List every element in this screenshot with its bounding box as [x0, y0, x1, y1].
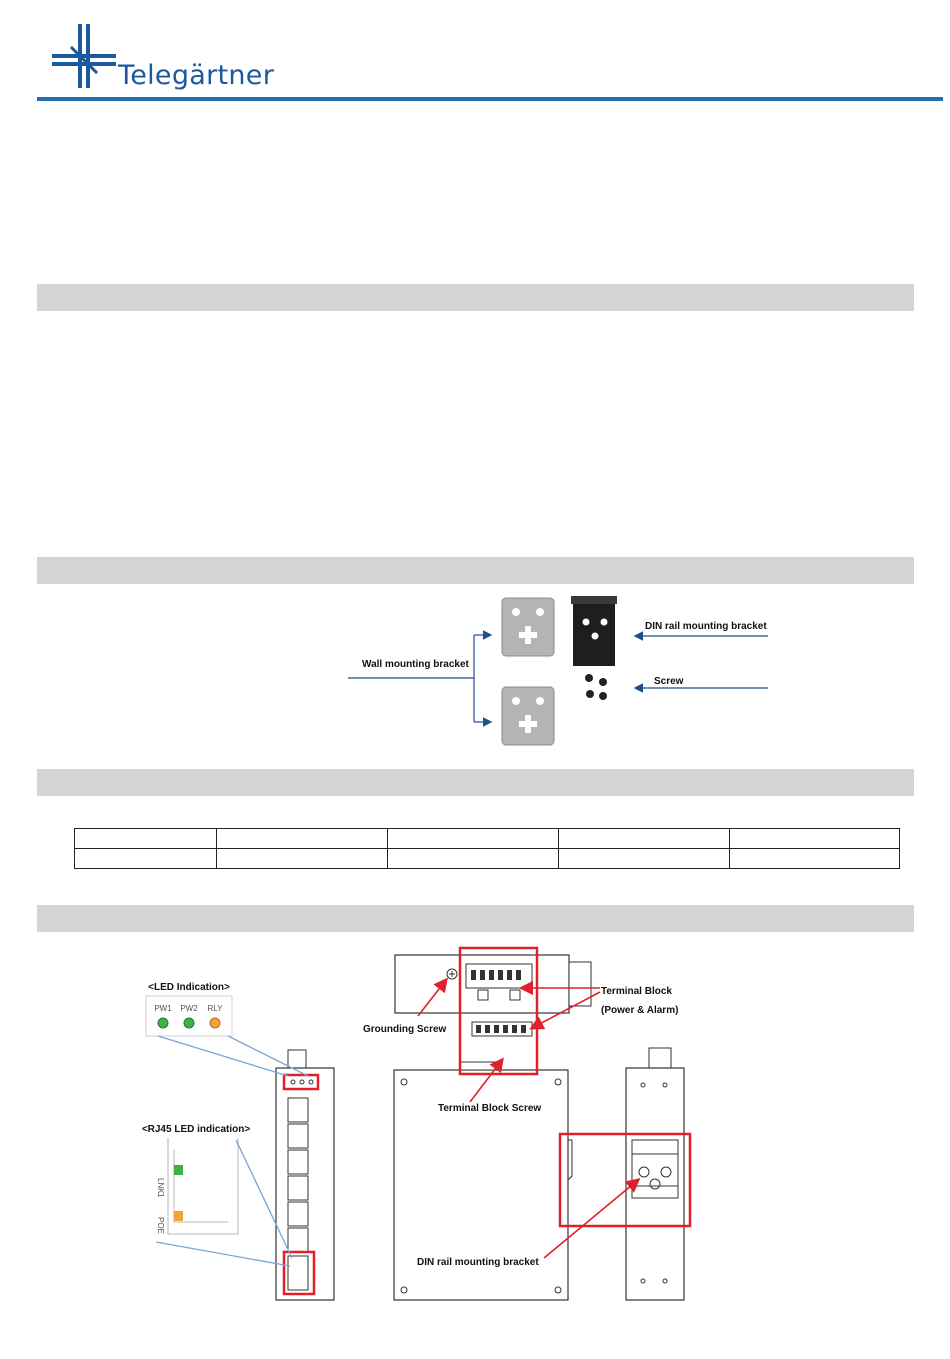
section-band-4 [37, 905, 914, 932]
switch-rear-view [560, 1048, 690, 1300]
led-pw1-icon [158, 1018, 168, 1028]
wall-bracket-label: Wall mounting bracket [362, 659, 469, 670]
led-rly-icon [210, 1018, 220, 1028]
table-cell [75, 849, 217, 869]
led-label-pw2: PW2 [180, 1004, 198, 1013]
section-band-2 [37, 557, 914, 584]
section-band-3 [37, 769, 914, 796]
rj45-label-poe: POE [156, 1217, 165, 1234]
table-row [75, 829, 900, 849]
rj45-title: <RJ45 LED indication> [141, 1124, 251, 1135]
table-cell [75, 829, 217, 849]
switch-top-view [395, 955, 591, 1013]
wall-bracket-bottom-icon [502, 687, 554, 745]
brand-name: Telegärtner [118, 60, 275, 91]
table-cell [217, 829, 388, 849]
screw-label: Screw [654, 676, 684, 687]
section-band-1 [37, 284, 914, 311]
switch-front-view [276, 1050, 334, 1300]
grounding-screw-label: Grounding Screw [363, 1024, 447, 1035]
spec-table [74, 828, 900, 869]
header-rule [37, 97, 943, 101]
table-cell [217, 849, 388, 869]
telegaertner-cross-logo-icon [48, 18, 120, 90]
led-indication-box [146, 996, 232, 1036]
table-row [75, 849, 900, 869]
led-title: <LED Indication> [148, 982, 230, 993]
rj45-label-1: 1 [156, 1193, 165, 1198]
rj45-label-lnk: LNK [156, 1178, 165, 1194]
led-label-rly: RLY [207, 1004, 223, 1013]
terminal-screw-label: Terminal Block Screw [438, 1103, 542, 1114]
terminal-block-sub-label: (Power & Alarm) [601, 1005, 679, 1016]
rj45-poe-led-icon [174, 1211, 183, 1221]
device-panel-figure [130, 940, 710, 1310]
din-bracket-label: DIN rail mounting bracket [645, 621, 767, 632]
din-rail-bracket-icon [571, 596, 617, 666]
wall-bracket-top-icon [502, 598, 554, 656]
led-label-pw1: PW1 [154, 1004, 172, 1013]
led-pw2-icon [184, 1018, 194, 1028]
screws-icon [585, 674, 607, 700]
table-cell [388, 849, 559, 869]
rj45-link-led-icon [174, 1165, 183, 1175]
table-cell [730, 849, 900, 869]
table-cell [559, 829, 730, 849]
table-cell [730, 829, 900, 849]
table-cell [388, 829, 559, 849]
accessories-figure [340, 590, 780, 755]
terminal-block-label: Terminal Block [601, 986, 672, 997]
table-cell [559, 849, 730, 869]
din-rail-bracket-label: DIN rail mounting bracket [417, 1257, 539, 1268]
